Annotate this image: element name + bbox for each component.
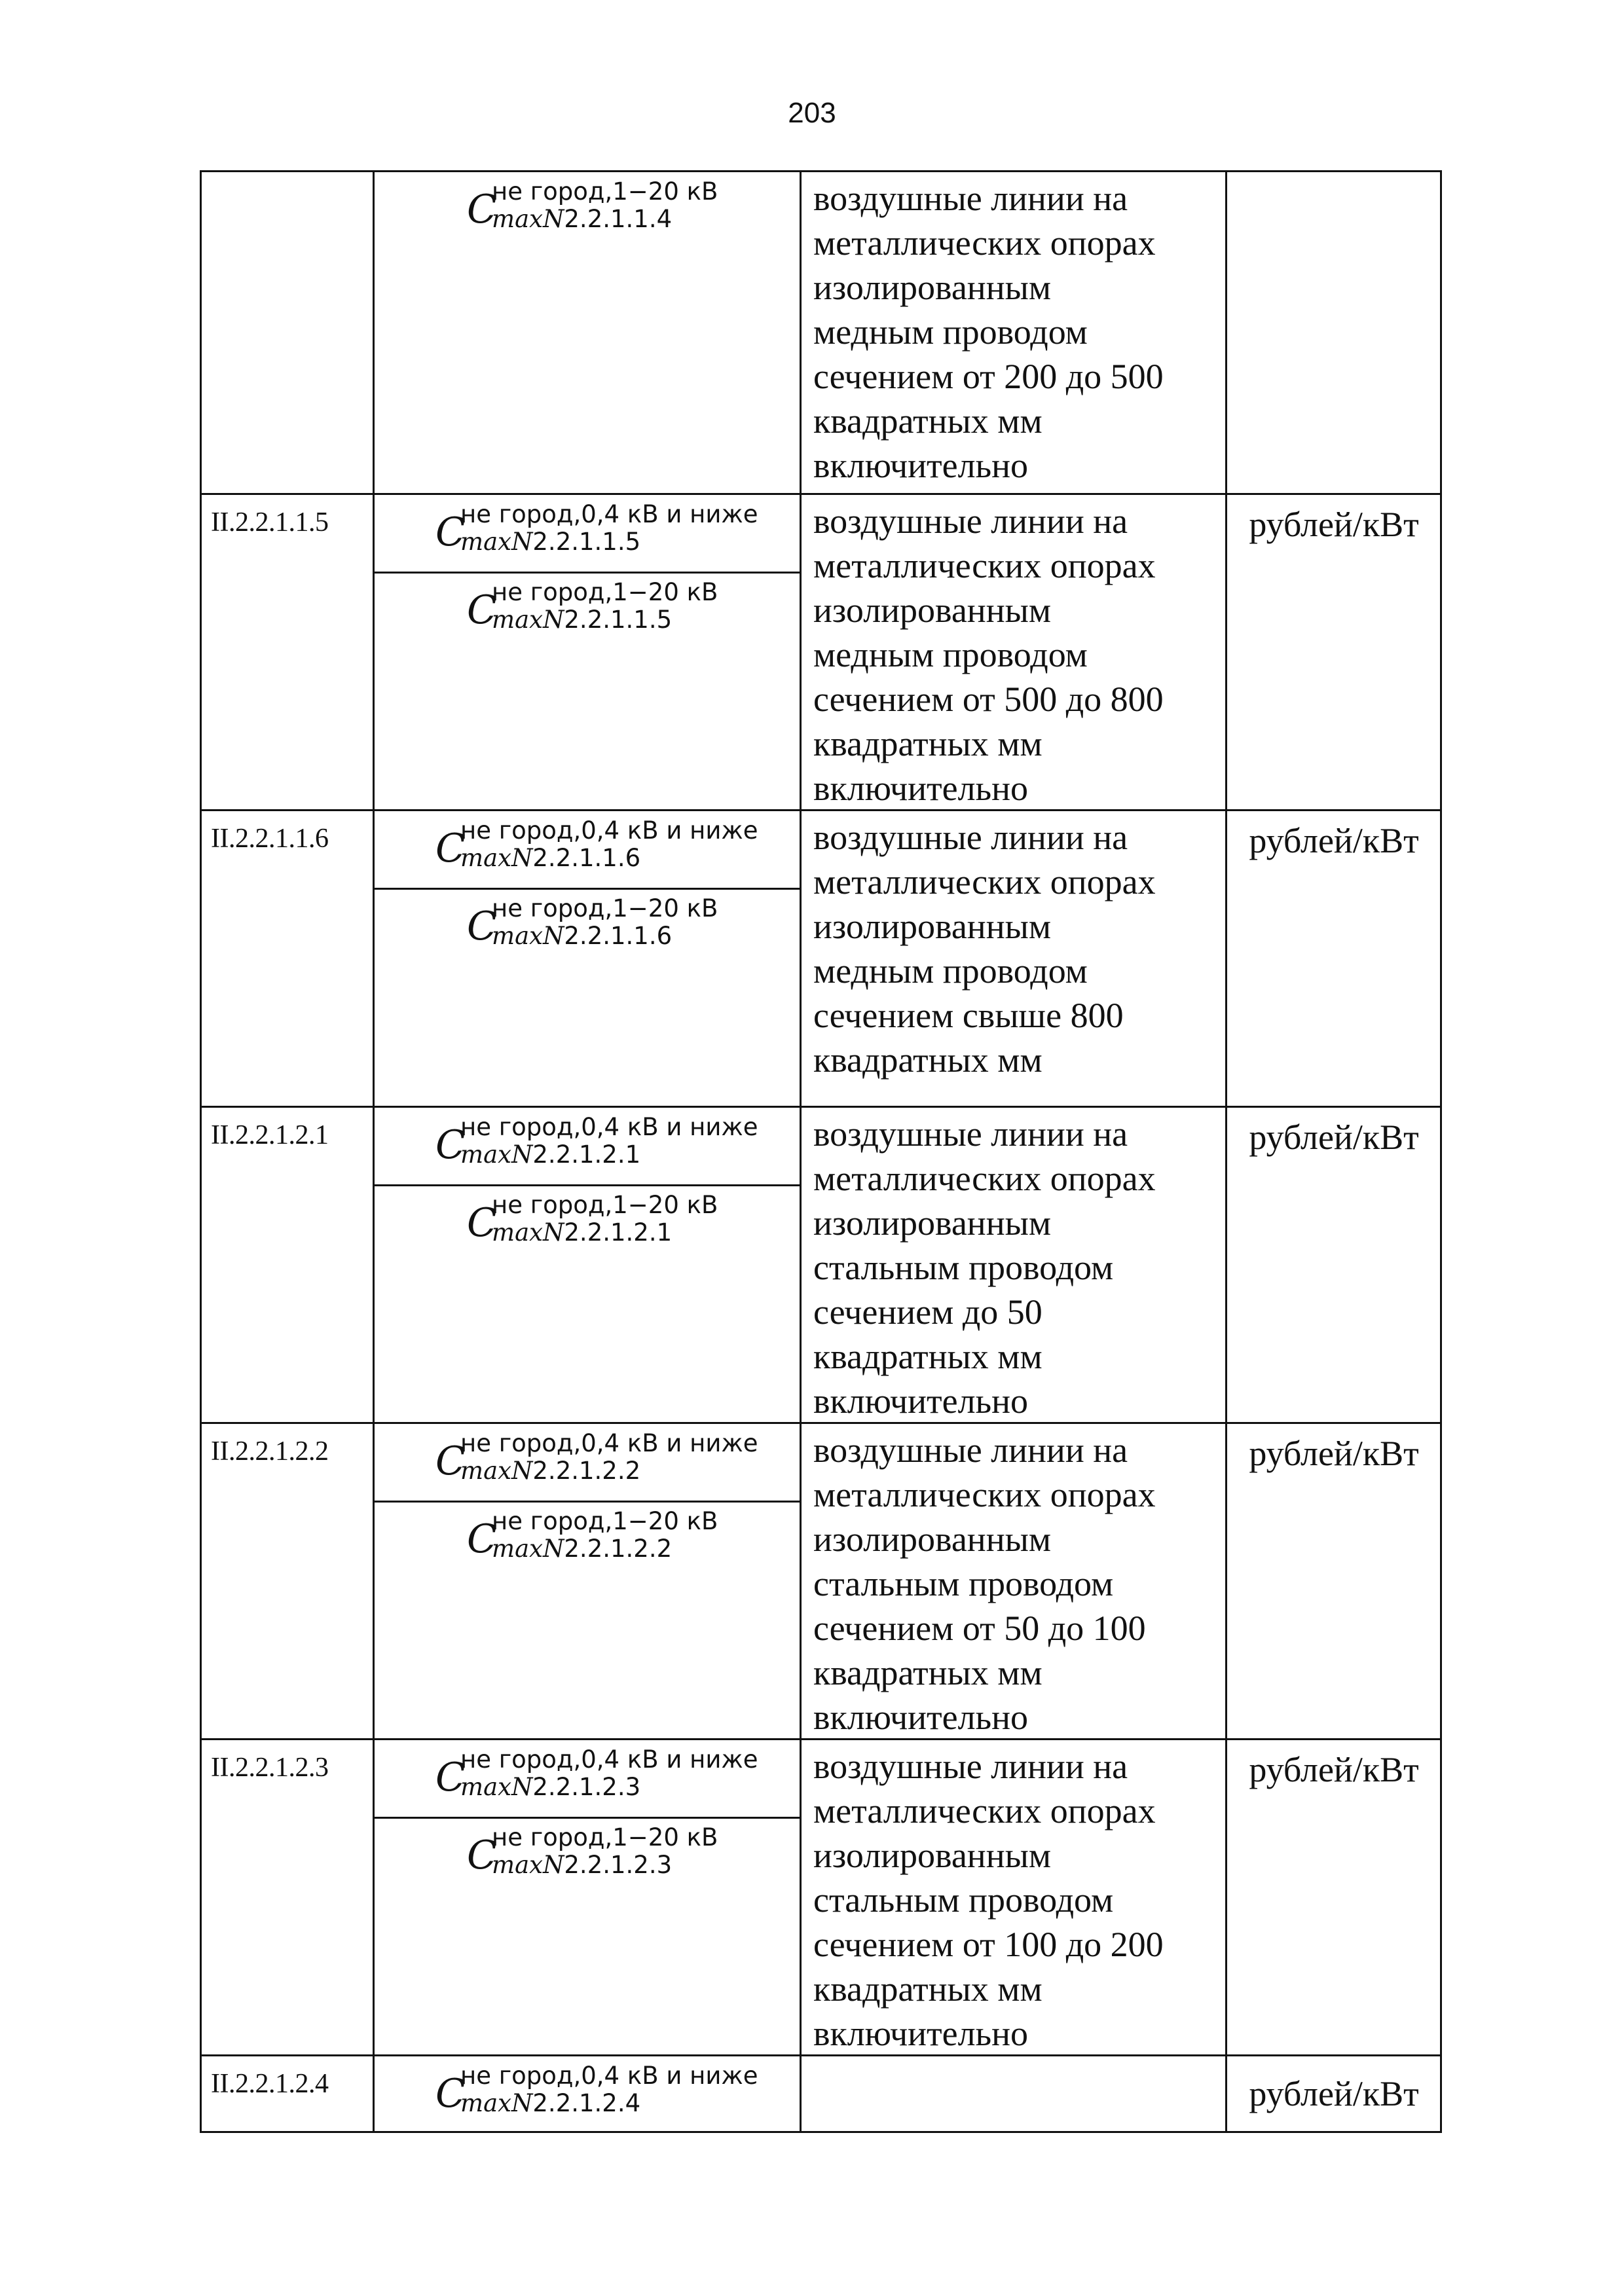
row-unit: рублей/кВт: [1249, 821, 1419, 860]
row-unit: рублей/кВт: [1249, 505, 1419, 544]
row-description: воздушные линии на металлических опорах изолированным медным проводом сечением от 500 до 800 квадратных мм включительно: [813, 501, 1164, 808]
row-code: II.2.2.1.2.4: [211, 2069, 329, 2099]
formula-divider: [375, 888, 800, 890]
table-row: II.2.2.1.1.5 C не город,0,4 кВ и ниже maxN2.2.1.1.5 C не город,1−20 кВ maxN2.2.1.1.5 воздушные линии на металлических опорах изолированным медным проводом сечением от 500 до 800 квадратных мм включительно рублей/кВт: [202, 495, 1440, 809]
row-code: II.2.2.1.1.5: [211, 507, 329, 538]
page-number: 203: [788, 97, 836, 129]
formula-divider: [375, 1817, 800, 1819]
row-description: воздушные линии на металлических опорах изолированным медным проводом сечением от 200 до 500 квадратных мм включительно: [813, 179, 1164, 485]
table-row: II.2.2.1.2.3 C не город,0,4 кВ и ниже maxN2.2.1.2.3 C не город,1−20 кВ maxN2.2.1.2.3 воздушные линии на металлических опорах изолированным стальным проводом сечением от 100 до 200 квадратных мм включительно рублей/кВт: [202, 1740, 1440, 2054]
tariff-table: [200, 170, 1442, 2133]
formula-divider: [375, 1184, 800, 1186]
formula-divider: [375, 572, 800, 574]
table-row: C не город,1−20 кВ maxN2.2.1.1.4 воздушные линии на металлических опорах изолированным медным проводом сечением от 200 до 500 квадратных мм включительно: [202, 172, 1440, 493]
row-description: воздушные линии на металлических опорах изолированным стальным проводом сечением от 100 до 200 квадратных мм включительно: [813, 1747, 1164, 2053]
table-row: II.2.2.1.2.1 C не город,0,4 кВ и ниже maxN2.2.1.2.1 C не город,1−20 кВ maxN2.2.1.2.1 воздушные линии на металлических опорах изолированным стальным проводом сечением до 50 квадратных мм включительно рублей/кВт: [202, 1108, 1440, 1422]
row-code: II.2.2.1.2.2: [211, 1436, 329, 1467]
row-unit: рублей/кВт: [1249, 2074, 1419, 2113]
row-code: II.2.2.1.2.3: [211, 1753, 329, 1783]
formula-divider: [375, 1501, 800, 1503]
row-unit: рублей/кВт: [1249, 1434, 1419, 1473]
table-row: II.2.2.1.1.6 C не город,0,4 кВ и ниже maxN2.2.1.1.6 C не город,1−20 кВ maxN2.2.1.1.6 воздушные линии на металлических опорах изолированным медным проводом сечением свыше 800 квадратных мм рублей/кВт: [202, 811, 1440, 1106]
row-code: II.2.2.1.2.1: [211, 1120, 329, 1150]
row-description: воздушные линии на металлических опорах изолированным стальным проводом сечением до 50 квадратных мм включительно: [813, 1114, 1156, 1421]
row-description: воздушные линии на металлических опорах изолированным стальным проводом сечением от 50 до 100 квадратных мм включительно: [813, 1430, 1156, 1737]
table-row: II.2.2.1.2.2 C не город,0,4 кВ и ниже maxN2.2.1.2.2 C не город,1−20 кВ maxN2.2.1.2.2 воздушные линии на металлических опорах изолированным стальным проводом сечением от 50 до 100 квадратных мм включительно рублей/кВт: [202, 1424, 1440, 1738]
row-code: II.2.2.1.1.6: [211, 824, 329, 854]
row-unit: рублей/кВт: [1249, 1750, 1419, 1789]
row-unit: рублей/кВт: [1249, 1118, 1419, 1157]
row-description: воздушные линии на металлических опорах изолированным медным проводом сечением свыше 800 квадратных мм: [813, 818, 1156, 1080]
table-row: II.2.2.1.2.4 C не город,0,4 кВ и ниже maxN2.2.1.2.4 рублей/кВт: [202, 2056, 1440, 2133]
